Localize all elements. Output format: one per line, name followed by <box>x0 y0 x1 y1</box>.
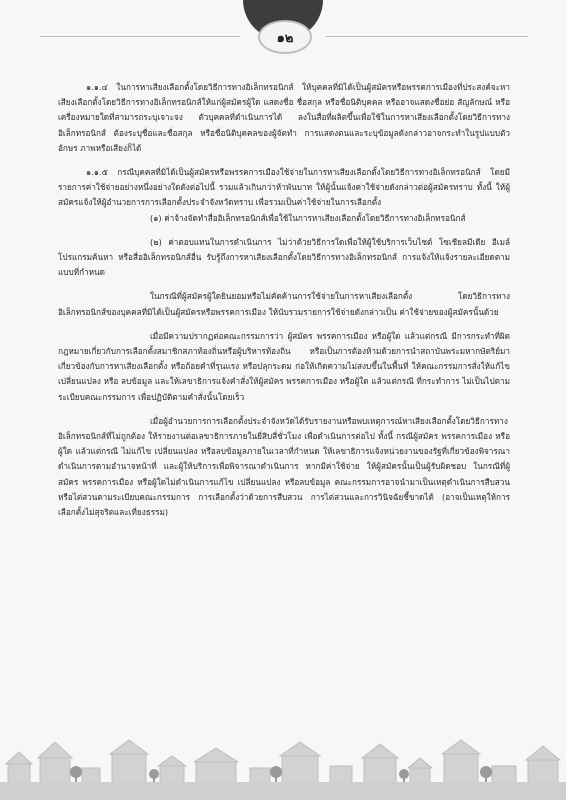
header-rule-left <box>40 36 240 37</box>
document-body <box>58 80 510 520</box>
paragraph-consent: ในกรณีที่ผู้สมัครผู้ใดยินยอมหรือไม่คัดค้านการใช้จ่ายในการหาเสียงเลือกตั้ง โดยวิธีการทางอิเล็กทรอนิกส์ของบุคคลที่มิได้เป็นผู้สมัครหรือพรรคการเมือง ให้นับรวมรายการใช้จ่ายดังกล่าวเป็น ค่าใช้จ่ายของผู้สมัครนั้นด้วย <box>58 291 510 317</box>
paragraph-1-1-4: ๑.๑.๔ ในการหาเสียงเลือกตั้งโดยวิธีการทางอิเล็กทรอนิกส์ ให้บุคคลที่มิได้เป็นผู้สมัครหรือพรรคการเมืองที่ประสงค์จะหาเสียงเลือกตั้งโดยวิธีการทางอิเล็กทรอนิกส์ให้แก่ผู้สมัครผู้ใด แสดงชื่อ ชื่อสกุล หรือชื่อนิติบุคคล หรืออาจแสดงชื่อย่อ สัญลักษณ์ หรือเครื่องหมายใดที่สามารถระบุเจาะจง ตัวบุคคลที่ดำเนินการได้ ลงในสื่อที่ผลิตขึ้นเพื่อใช้ในการหาเสียงเลือกตั้งโดยวิธีการทางอิเล็กทรอนิกส์ ต้องระบุชื่อและชื่อสกุล หรือชื่อนิติบุคคลของผู้จัดทำ การแสดงตนและระบุข้อมูลดังกล่าวอาจกระทำในรูปแบบตัวอักษร ภาพหรือเสียงก็ได้ <box>58 82 510 153</box>
header-rule-right <box>326 36 528 37</box>
paragraph-1-1-5: ๑.๑.๕ กรณีบุคคลที่มิได้เป็นผู้สมัครหรือพรรคการเมืองใช้จ่ายในการหาเสียงเลือกตั้งโดยวิธีการทางอิเล็กทรอนิกส์ โดยมีรายการค่าใช้จ่ายอย่างหนึ่งอย่างใดดังต่อไปนี้ รวมแล้วเกินกว่าห้าพันบาท ให้ผู้นั้นแจ้งค่าใช้จ่ายดังกล่าวต่อผู้สมัครทราบ ทั้งนี้ ให้ผู้สมัครแจ้งให้ผู้อำนวยการการเลือกตั้งประจำจังหวัดทราบ เพื่อรวมเป็นค่าใช้จ่ายในการเลือกตั้ง <box>58 167 510 208</box>
paragraph-director: เมื่อผู้อำนวยการการเลือกตั้งประจำจังหวัดได้รับรายงานหรือพบเหตุการณ์หาเสียงเลือกตั้งโดยวิธีการทางอิเล็กทรอนิกส์ที่ไม่ถูกต้อง ให้รายงานต่อเลขาธิการภายในยี่สิบสี่ชั่วโมง เพื่อดำเนินการต่อไป ทั้งนี้ กรณีผู้สมัคร พรรคการเมือง หรือผู้ใด แล้วแต่กรณี ไม่แก้ไข เปลี่ยนแปลง หรือลบข้อมูลภายในเวลาที่กำหนด ให้เลขาธิการแจ้งหน่วยงานของรัฐที่เกี่ยวข้องพิจารณาดำเนินการตามอำนาจหน้าที่ และผู้ให้บริการเพื่อพิจารณาดำเนินการ หากมีค่าใช้จ่าย ให้ผู้สมัครนั้นเป็นผู้รับผิดชอบ ในกรณีที่ผู้สมัคร พรรคการเมือง หรือผู้ใดไม่ดำเนินการแก้ไข เปลี่ยนแปลง หรือลบข้อมูล คณะกรรมการอาจนำมาเป็นเหตุดำเนินการสืบสวนหรือไต่สวนตามระเบียบคณะกรรมการ การเลือกตั้งว่าด้วยการสืบสวน การไต่สวนและการวินิจฉัยชี้ขาดได้ (อาจเป็นเหตุให้การเลือกตั้งไม่สุจริตและเที่ยงธรรม) <box>58 415 510 518</box>
paragraph-commission: เมื่อมีความปรากฏต่อคณะกรรมการว่า ผู้สมัคร พรรคการเมือง หรือผู้ใด แล้วแต่กรณี มีการกระทำที่ผิดกฎหมายเกี่ยวกับการเลือกตั้งสมาชิกสภาท้องถิ่นหรือผู้บริหารท้องถิ่น หรือเป็นการต้องห้ามด้วยการนำสถาบันพระมหากษัตริย์มาเกี่ยวข้องกับการหาเสียงเลือกตั้ง หรือถ้อยคำที่รุนแรง หรือปลุกระดม ก่อให้เกิดความไม่สงบขึ้นในพื้นที่ ให้คณะกรรมการสั่งให้แก้ไข เปลี่ยนแปลง หรือ ลบข้อมูล และให้เลขาธิการแจ้งคำสั่งให้ผู้สมัคร พรรคการเมือง หรือผู้ใด แล้วแต่กรณี ที่กระทำการ ไม่เป็นไปตามระเบียบคณะกรรมการ เพื่อปฏิบัติตามคำสั่งนั้นโดยเร็ว <box>58 330 510 402</box>
item-2: (๒) ค่าตอบแทนในการดำเนินการ ไม่ว่าด้วยวิธีการใดเพื่อให้ผู้ใช้บริการเว็บไซต์ โซเชียลมีเดีย อีเมล์ โปรแกรมค้นหา หรือสื่ออิเล็กทรอนิกส์อื่น รับรู้ถึงการหาเสียงเลือกตั้งโดยวิธีการทางอิเล็กทรอนิกส์ การแจ้งให้แจ้งรายละเอียดตามแบบที่กำหนด <box>58 236 510 278</box>
footer-ground <box>0 782 566 800</box>
page-number: ๑๒ <box>258 20 312 54</box>
item-1: (๑) ค่าจ้างจัดทำสื่ออิเล็กทรอนิกส์เพื่อใช้ในการหาเสียงเลือกตั้งโดยวิธีการทางอิเล็กทรอนิกส์ <box>150 212 466 223</box>
